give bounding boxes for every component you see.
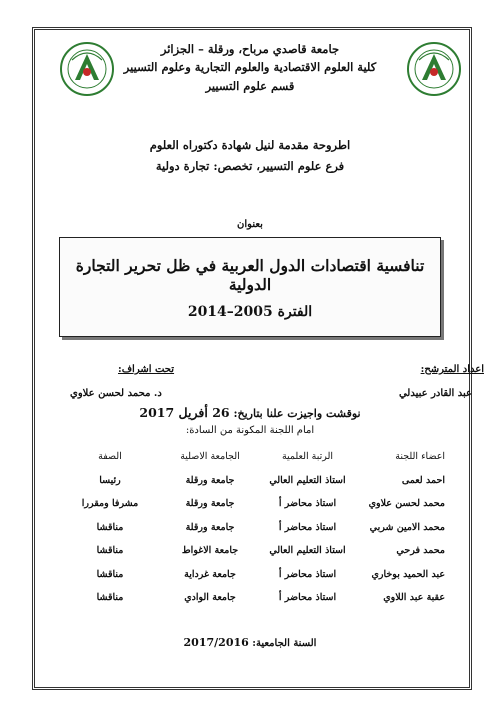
jury-member-name: عبد الحميد بوخاري xyxy=(371,568,445,580)
table-row xyxy=(55,492,445,516)
jury-member-name: احمد لعمى xyxy=(401,474,445,486)
jury-member-rank: استاذ التعليم العالي xyxy=(269,545,346,557)
academic-year xyxy=(100,636,400,649)
jury-member-role: رئيسا xyxy=(99,474,121,486)
department-name: قسم علوم التسيير xyxy=(205,79,295,93)
defense-line xyxy=(100,405,400,420)
thesis-degree: اطروحة مقدمة لنيل شهادة دكتوراه العلوم xyxy=(149,138,351,152)
supervisor-label: تحت اشراف: xyxy=(118,364,175,375)
jury-member-university: جامعة الوادي xyxy=(184,592,236,604)
jury-member-name: محمد الامين شربي xyxy=(369,521,445,533)
jury-member-university: جامعة ورقلة xyxy=(185,521,235,533)
jury-member-rank: استاذ محاضر أ xyxy=(278,592,337,604)
table-row xyxy=(55,516,445,540)
jury-member-rank: استاذ التعليم العالي xyxy=(269,474,346,486)
jury-member-role: مناقشا xyxy=(96,521,124,533)
jury-header-row xyxy=(55,445,445,469)
jury-member-university: جامعة ورقلة xyxy=(185,498,235,510)
jury-member-university: جامعة الاغواط xyxy=(181,545,239,557)
title-box xyxy=(59,237,441,337)
jury-header-cell: الصفة xyxy=(98,451,122,463)
defense-date: 26 أفريل 2017 xyxy=(139,405,230,420)
jury-intro: امام اللجنة المكونة من السادة: xyxy=(185,425,315,436)
thesis-branch: فرع علوم التسيير، تخصص: تجارة دولية xyxy=(155,159,345,173)
jury-member-rank: استاذ محاضر أ xyxy=(278,498,337,510)
jury-member-university: جامعة غرداية xyxy=(184,568,236,580)
jury-table xyxy=(55,445,445,610)
table-row xyxy=(55,539,445,563)
candidate-label: اعداد المترشح: xyxy=(420,364,484,375)
jury-member-role: مناقشا xyxy=(96,545,124,557)
jury-member-rank: استاذ محاضر أ xyxy=(278,521,337,533)
title-label: بعنوان xyxy=(237,219,263,230)
jury-member-role: مناقشا xyxy=(96,592,124,604)
jury-member-role: مشرفا ومقررا xyxy=(81,498,139,510)
jury-member-university: جامعة ورقلة xyxy=(185,474,235,486)
university-name: جامعة قاصدي مرباح، ورقلة – الجزائر xyxy=(160,42,340,56)
table-row xyxy=(55,469,445,493)
jury-member-name: محمد فرحي xyxy=(396,545,445,557)
academic-year-label: السنة الجامعية: xyxy=(252,638,317,649)
table-row xyxy=(55,586,445,610)
jury-member-role: مناقشا xyxy=(96,568,124,580)
jury-header-cell: الجامعة الاصلية xyxy=(180,451,240,463)
supervisor-name: د. محمد لحسن علاوي xyxy=(70,388,162,399)
faculty-name: كلية العلوم الاقتصادية والعلوم التجارية وعلوم التسيير xyxy=(123,60,377,74)
jury-member-name: عقبة عبد اللاوي xyxy=(383,592,445,604)
candidate-name: عبد القادر عبيدلي xyxy=(398,388,472,399)
jury-header-cell: الرتبة العلمية xyxy=(281,451,334,463)
jury-member-name: محمد لحسن علاوي xyxy=(368,498,445,510)
thesis-title: تنافسية اقتصادات الدول العربية في ظل تحرير التجارة الدولية xyxy=(75,256,425,294)
table-row xyxy=(55,563,445,587)
thesis-period: الفترة 2005–2014 xyxy=(187,304,313,320)
jury-header-cell: اعضاء اللجنة xyxy=(395,451,445,463)
jury-member-rank: استاذ محاضر أ xyxy=(278,568,337,580)
defense-text: نوقشت واجيزت علنا بتاريخ: xyxy=(233,407,361,420)
academic-year-value: 2017/2016 xyxy=(183,636,249,649)
